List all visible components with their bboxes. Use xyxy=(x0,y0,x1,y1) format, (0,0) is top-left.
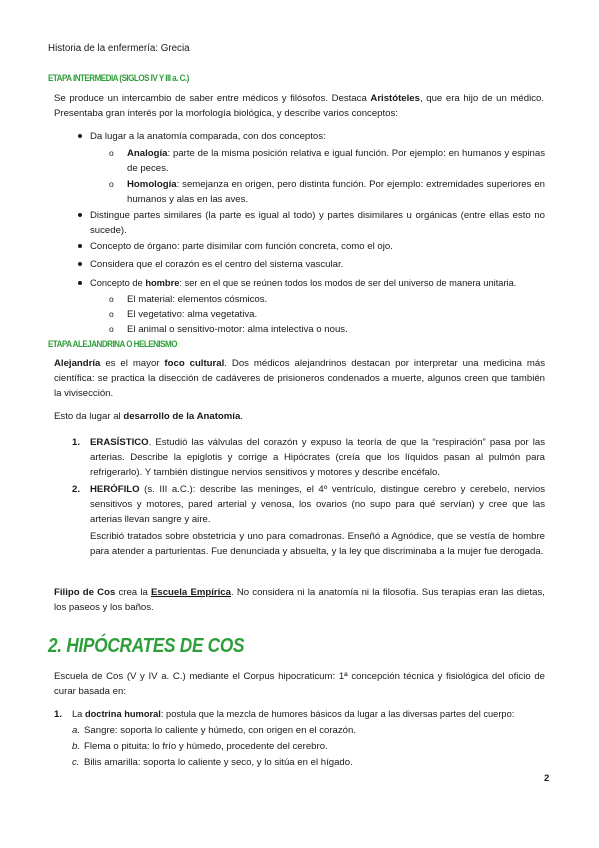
bullet-icon xyxy=(78,262,82,266)
list-letter: c. xyxy=(72,757,80,768)
section-heading-hipocrates: 2. HIPÓCRATES DE COS xyxy=(48,635,245,657)
page-header: Historia de la enfermería: Grecia xyxy=(48,43,190,54)
sub-bullet-vegetativo: El vegetativo: alma vegetativa. xyxy=(127,309,258,320)
bullet-corazon: Considera que el corazón es el centro del sistema vascular. xyxy=(90,259,344,270)
bullet-concepto-hombre: Concepto de hombre: ser en el que se reúnen todos los modos de ser del universo de manera unitaria. xyxy=(90,278,517,288)
list-item-erasistico: ERASÍSTICO. Estudió las válvulas del corazón y expuso la teoría de que la “respiración” pasa por las arterias. Describe la epiglotis y corrige a Hipócrates (creía que los líquidos pasan al pulmón para refrigerarlo). Y también distingue nervios sensitivos y motores y describe encéfalo. xyxy=(90,437,545,478)
circle-bullet-icon: o xyxy=(109,179,114,189)
paragraph-escuela-de-cos: Escuela de Cos (V y IV a. C.) mediante el Corpus hipocraticum: 1ª concepción técnica y fisiológica del oficio de curar basada en: xyxy=(54,671,545,697)
section-heading-etapa-alejandrina: ETAPA ALEJANDRINA O HELENISMO xyxy=(48,338,177,349)
bullet-anatomia-comparada: Da lugar a la anatomía comparada, con dos conceptos: xyxy=(90,131,326,142)
humor-bilis-amarilla: Bilis amarilla: soporta lo caliente y seco, y lo sitúa en el hígado. xyxy=(84,757,353,768)
paragraph-desarrollo-anatomia: Esto da lugar al desarrollo de la Anatomía. xyxy=(54,411,243,422)
sub-bullet-homologia: Homología: semejanza en origen, pero distinta función. Por ejemplo: extremidades superiores en humanos y alas en las aves. xyxy=(127,179,545,205)
list-item-doctrina-humoral: La doctrina humoral: postula que la mezcla de humores básicos da lugar a las diversas partes del cuerpo: xyxy=(72,709,515,719)
bullet-icon xyxy=(78,244,82,248)
bullet-icon xyxy=(78,281,82,285)
bullet-partes-similares: Distingue partes similares (la parte es igual al todo) y partes disimilares u orgánicas (entre ellas esto no sucede). xyxy=(90,210,545,236)
humor-sangre: Sangre: soporta lo caliente y húmedo, con origen en el corazón. xyxy=(84,725,356,736)
paragraph-alejandria: Alejandría es el mayor foco cultural. Dos médicos alejandrinos destacan por interpretar una medicina más científica: se practica la disección de cadáveres de prisioneros condenados a muerte, algunos creen que también la vivisección. xyxy=(54,358,545,399)
list-number: 1. xyxy=(54,709,63,720)
circle-bullet-icon: o xyxy=(109,324,114,334)
paragraph-filipo-de-cos: Filipo de Cos crea la Escuela Empírica. No considera ni la anatomía ni la filosofía. Sus terapias eran las dietas, los paseos y los baños. xyxy=(54,587,545,613)
sub-bullet-material: El material: elementos cósmicos. xyxy=(127,294,268,305)
sub-bullet-analogia: Analogía: parte de la misma posición relativa e igual función. Por ejemplo: en humanos y espinas de peces. xyxy=(127,148,545,174)
list-item-herofilo-continued: Escribió tratados sobre obstetricia y uno para comadronas. Enseñó a Agnódice, que se vestía de hombre para atender a parturientas. Fue denunciada y absuelta, y la ley que discriminaba a la mujer fue derogada. xyxy=(90,531,545,557)
circle-bullet-icon: o xyxy=(109,309,114,319)
bullet-icon xyxy=(78,134,82,138)
paragraph-intro: Se produce un intercambio de saber entre médicos y filósofos. Destaca Aristóteles, que era hijo de un médico. Presentaba gran interés por la morfología biológica, y describe varios conceptos: xyxy=(54,93,544,119)
list-number: 1. xyxy=(72,437,81,448)
list-number: 2. xyxy=(72,484,81,495)
list-letter: b. xyxy=(72,741,81,752)
humor-flema: Flema o pituita: lo frío y húmedo, procedente del cerebro. xyxy=(84,741,328,752)
circle-bullet-icon: o xyxy=(109,148,114,158)
list-letter: a. xyxy=(72,725,81,736)
list-item-herofilo: HERÓFILO (s. III a.C.): describe las meninges, el 4º ventrículo, distingue cerebro y cerebelo, nervios sensitivos y motores, pared arterial y venosa, los ovarios (no supo para qué servían) y cree que las arterias llevan sangre y aire. xyxy=(90,484,545,525)
sub-bullet-animal: El animal o sensitivo-motor: alma intelectiva o nous. xyxy=(127,324,348,335)
page-number: 2 xyxy=(544,773,550,784)
circle-bullet-icon: o xyxy=(109,294,114,304)
section-heading-etapa-intermedia: ETAPA INTERMEDIA (SIGLOS IV Y III a. C.) xyxy=(48,72,189,83)
bullet-concepto-organo: Concepto de órgano: parte disimilar com función concreta, como el ojo. xyxy=(90,241,393,252)
bullet-icon xyxy=(78,213,82,217)
